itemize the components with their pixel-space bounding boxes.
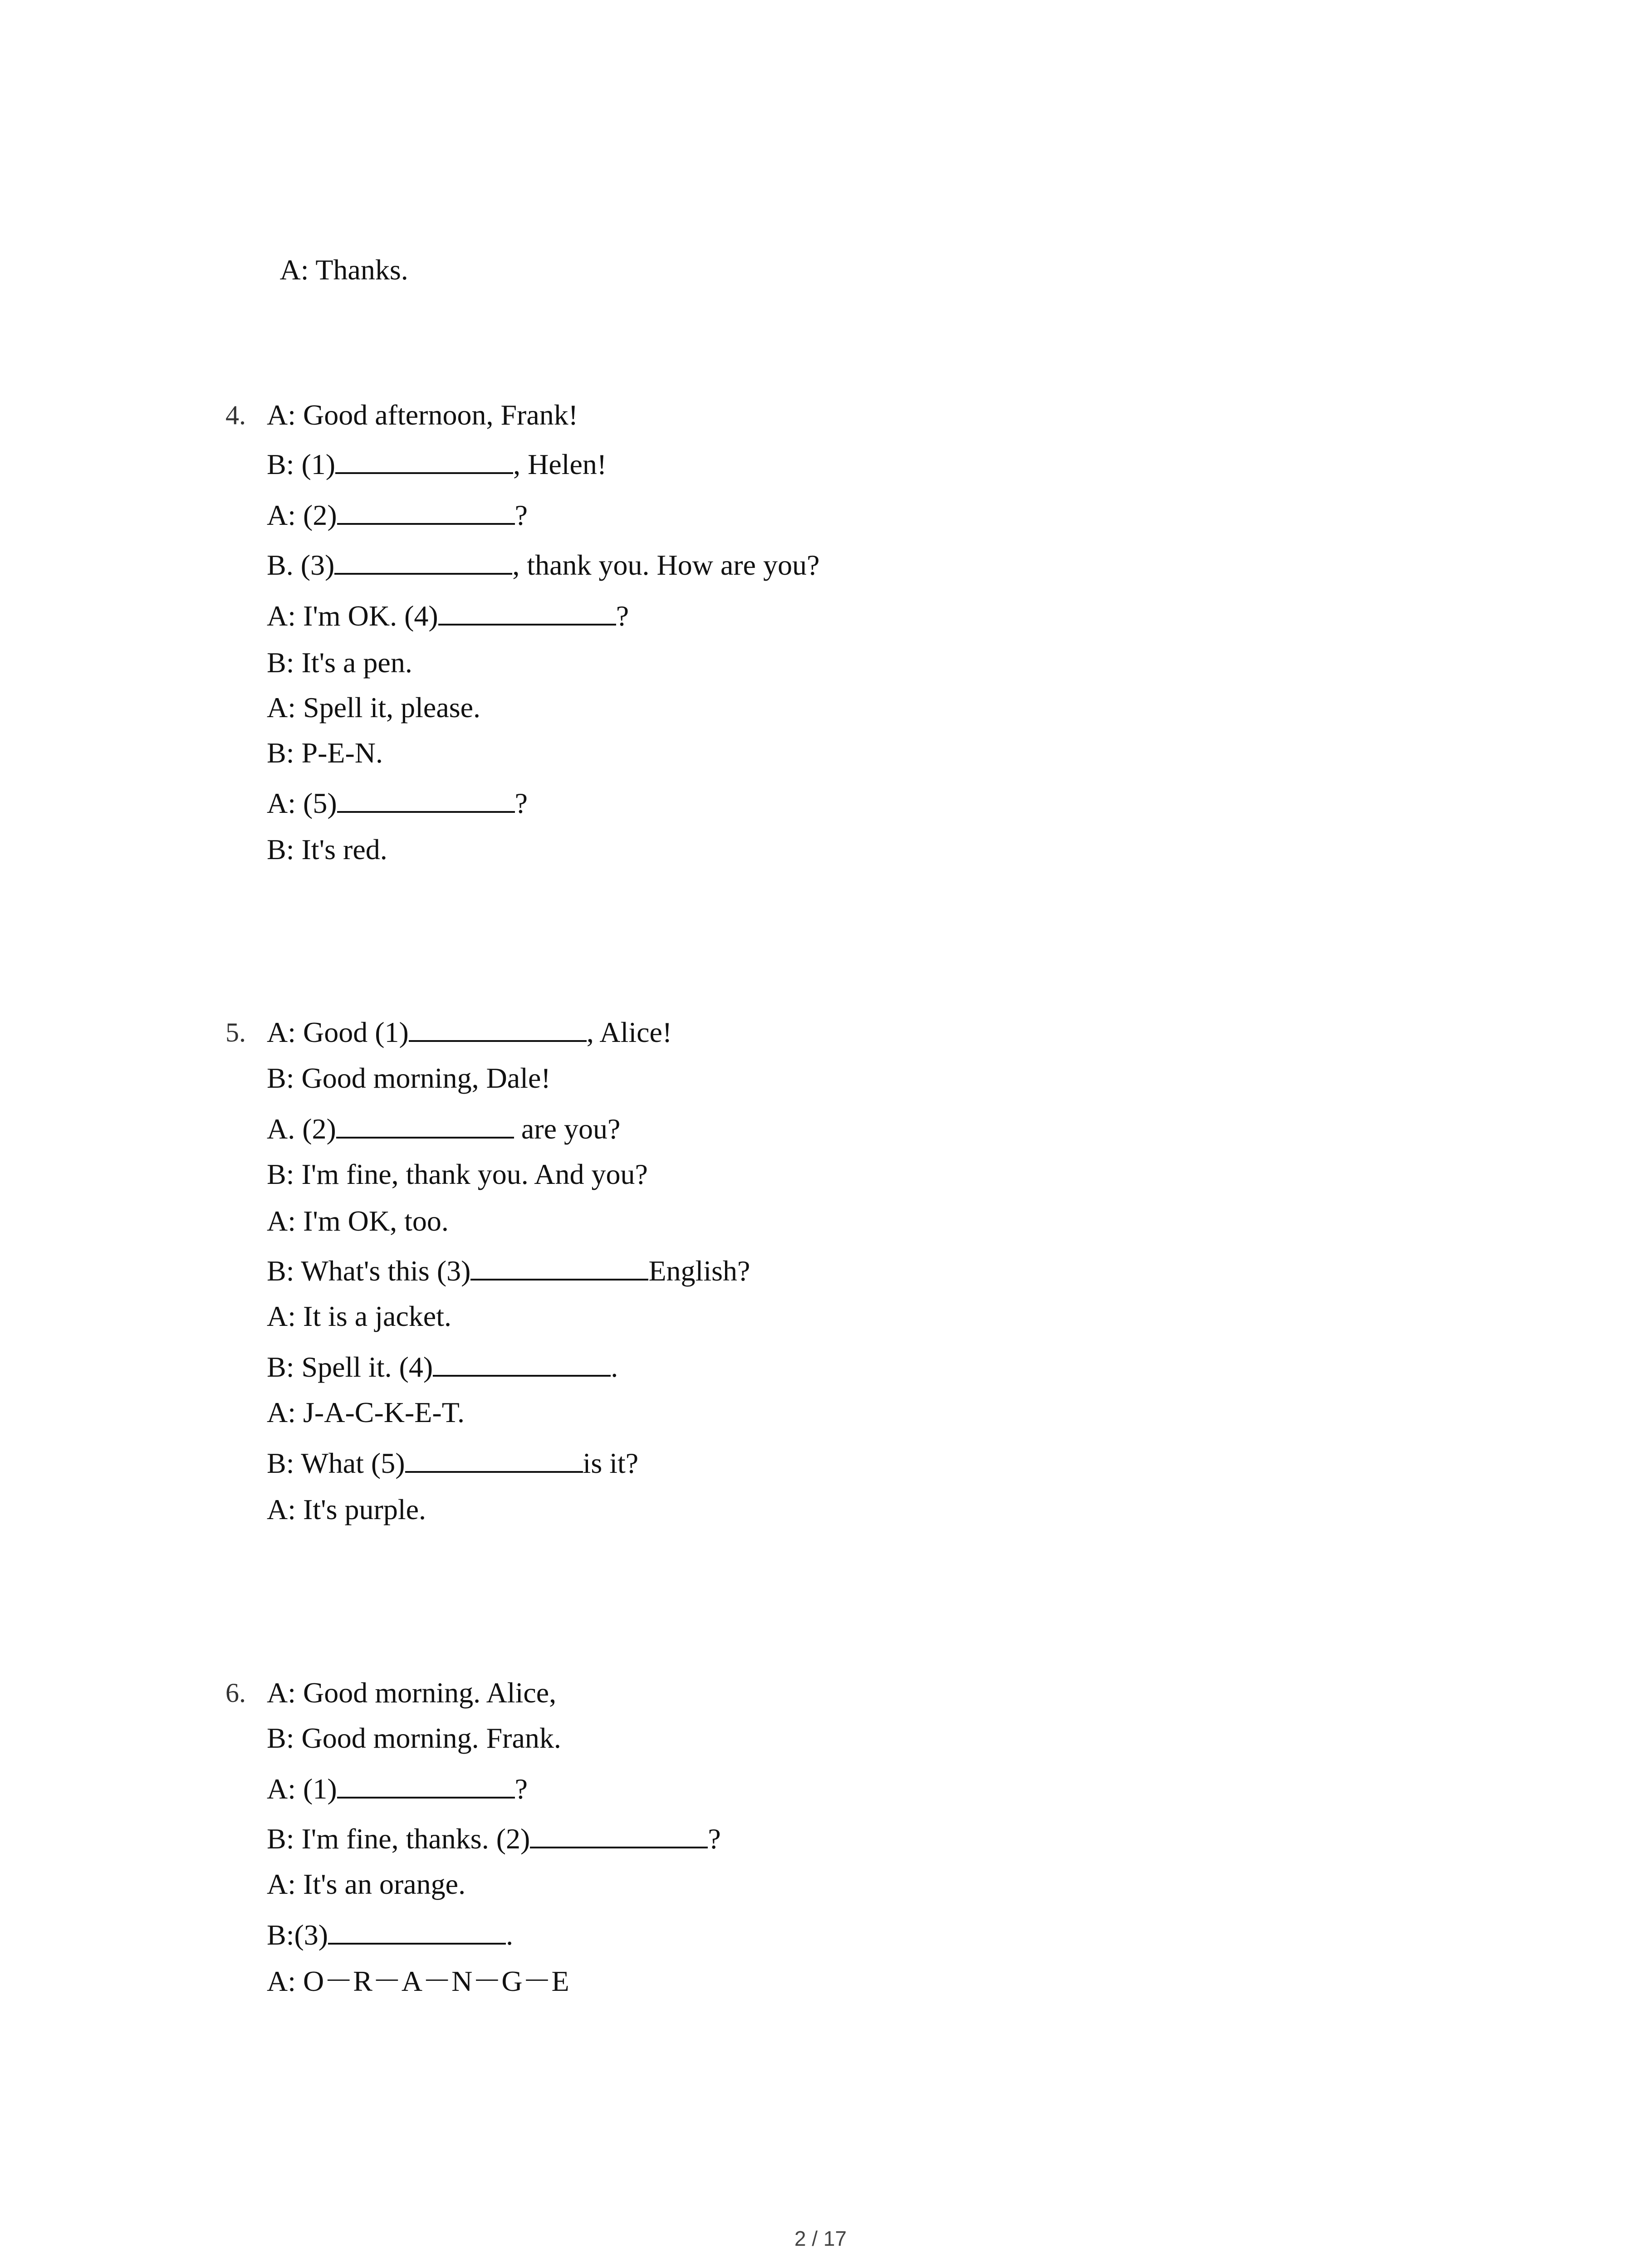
q4-line-2: B: (1) , Helen! bbox=[267, 446, 607, 483]
q5-line-10: B: What (5) is it? bbox=[267, 1445, 638, 1481]
q5-line-2: B: Good morning, Dale! bbox=[267, 1062, 551, 1094]
q4-line-4: B. (3) , thank you. How are you? bbox=[267, 547, 819, 583]
q4-line-5: A: I'm OK. (4) ? bbox=[267, 598, 629, 634]
q5-line-4: B: I'm fine, thank you. And you? bbox=[267, 1158, 648, 1190]
q6-line-1: A: Good morning. Alice, bbox=[267, 1677, 557, 1709]
q6-line-3: A: (1) ? bbox=[267, 1771, 528, 1807]
q6-line-2: B: Good morning. Frank. bbox=[267, 1722, 561, 1754]
q5-line-8: B: Spell it. (4) . bbox=[267, 1349, 618, 1385]
q6-line-7: A: O－R－A－N－G－E bbox=[267, 1965, 569, 1997]
q5-line-11: A: It's purple. bbox=[267, 1493, 426, 1525]
question-number-6: 6. bbox=[225, 1678, 246, 1708]
answer-blank[interactable] bbox=[337, 1771, 515, 1799]
q5-line-9: A: J-A-C-K-E-T. bbox=[267, 1396, 465, 1428]
answer-blank[interactable] bbox=[337, 498, 515, 525]
q4-line-6: B: It's a pen. bbox=[267, 646, 412, 679]
q5-line-1: A: Good (1) , Alice! bbox=[267, 1014, 672, 1051]
q5-line-6: B: What's this (3) English? bbox=[267, 1253, 750, 1289]
q6-line-5: A: It's an orange. bbox=[267, 1868, 466, 1900]
q4-line-7: A: Spell it, please. bbox=[267, 691, 481, 723]
q4-line-9: A: (5) ? bbox=[267, 785, 528, 821]
answer-blank[interactable] bbox=[336, 1111, 514, 1139]
answer-blank[interactable] bbox=[433, 1349, 611, 1377]
q4-line-1: A: Good afternoon, Frank! bbox=[267, 399, 578, 431]
answer-blank[interactable] bbox=[438, 598, 616, 626]
question-number-4: 4. bbox=[225, 400, 246, 430]
question-number-5: 5. bbox=[225, 1017, 246, 1047]
q4-line-10: B: It's red. bbox=[267, 833, 387, 865]
answer-blank[interactable] bbox=[328, 1917, 506, 1945]
q5-line-5: A: I'm OK, too. bbox=[267, 1205, 449, 1237]
answer-blank[interactable] bbox=[405, 1446, 583, 1473]
q6-line-6: B:(3) . bbox=[267, 1917, 513, 1953]
q4-line-3: A: (2) ? bbox=[267, 497, 528, 533]
q4-line-8: B: P-E-N. bbox=[267, 737, 383, 769]
q5-line-7: A: It is a jacket. bbox=[267, 1300, 451, 1332]
answer-blank[interactable] bbox=[409, 1015, 587, 1042]
continuation-line: A: Thanks. bbox=[279, 254, 408, 286]
answer-blank[interactable] bbox=[530, 1821, 708, 1848]
answer-blank[interactable] bbox=[337, 786, 515, 813]
q5-line-3: A. (2) are you? bbox=[267, 1111, 620, 1147]
answer-blank[interactable] bbox=[334, 547, 512, 575]
answer-blank[interactable] bbox=[335, 447, 513, 474]
answer-blank[interactable] bbox=[470, 1253, 648, 1281]
page-number: 2 / 17 bbox=[794, 2227, 847, 2250]
q6-line-4: B: I'm fine, thanks. (2) ? bbox=[267, 1821, 721, 1857]
